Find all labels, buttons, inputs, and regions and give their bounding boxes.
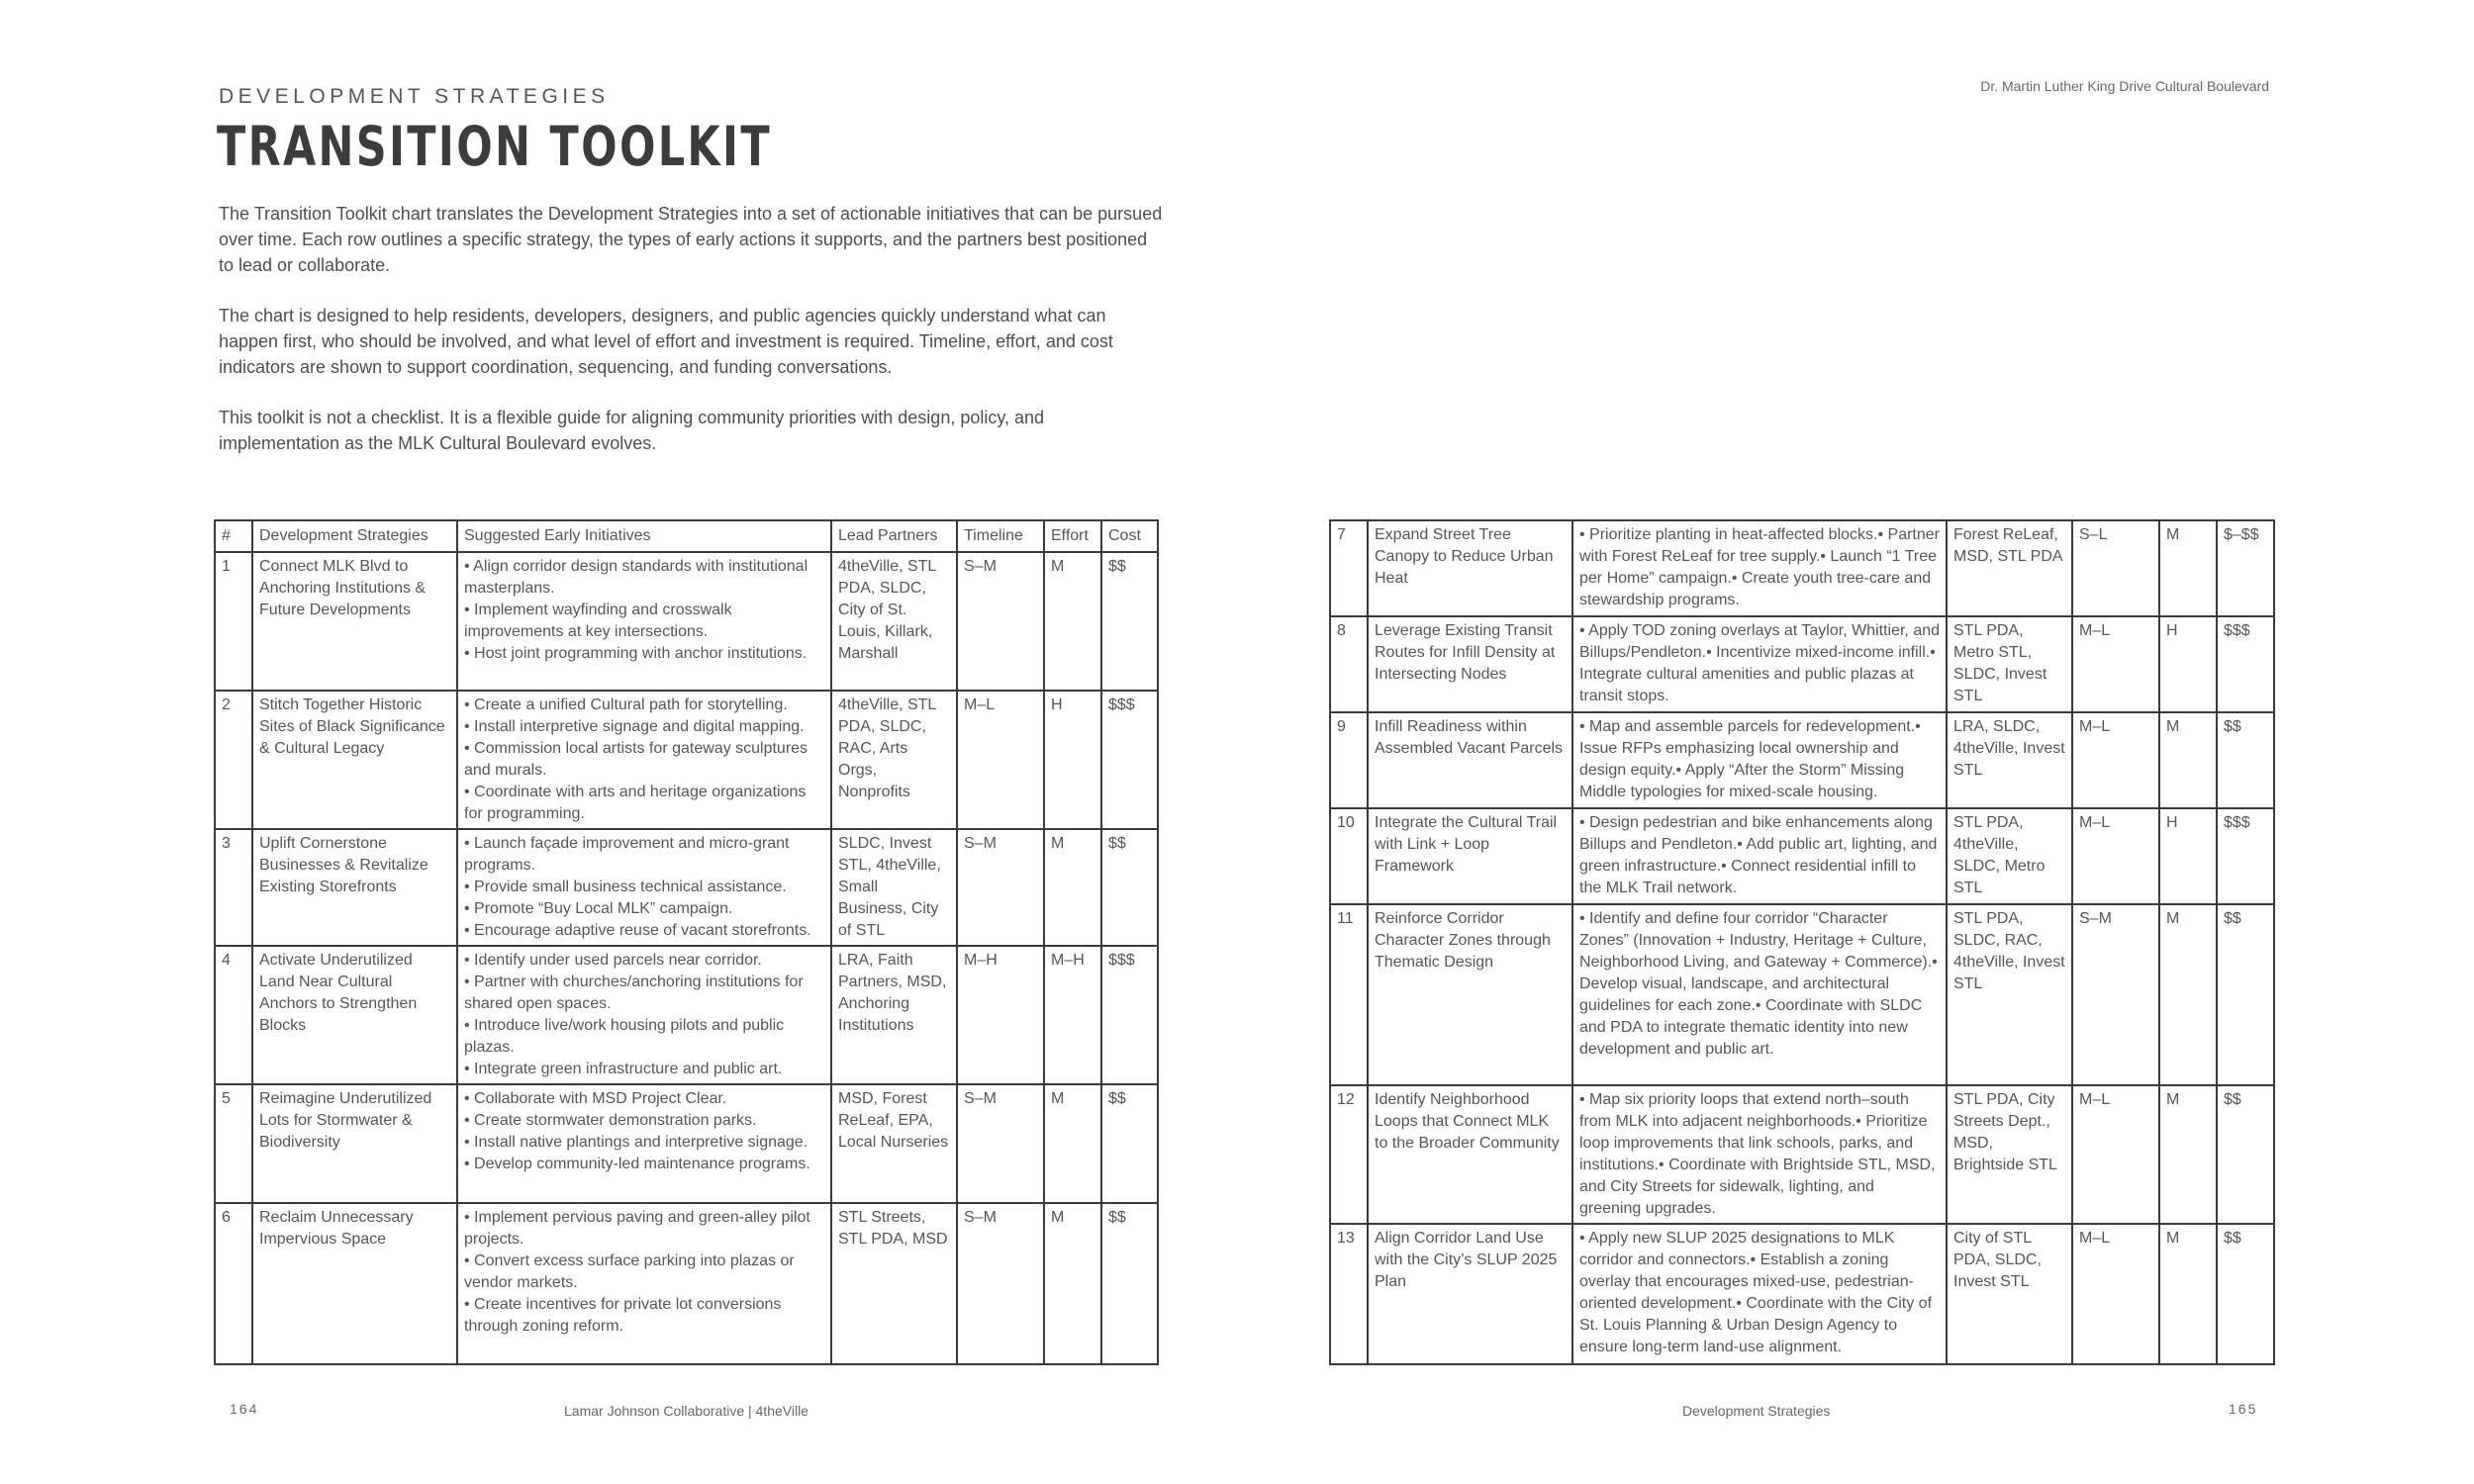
initiatives-cell	[457, 1203, 831, 1364]
timeline-cell: S–M	[957, 1084, 1044, 1203]
partners-cell: LRA, Faith Partners, MSD, Anchoring Institutions	[831, 946, 957, 1084]
initiative-item: • Align corridor design standards with institutional masterplans.	[464, 558, 809, 597]
table-row	[1330, 520, 2274, 616]
initiative-item: • Launch façade improvement and micro-grant programs.	[464, 835, 790, 874]
initiative-item: • Integrate green infrastructure and public art.	[464, 1061, 783, 1077]
cost-cell: $$	[1101, 1084, 1158, 1203]
initiative-item: • Create stormwater demonstration parks.	[464, 1112, 757, 1129]
initiative-item: • Prioritize planting in heat-affected blocks.• Partner with Forest ReLeaf for tree supply.• Launch “1 Tree per Home” campaign.• Create youth tree-care and stewardship programs.	[1579, 526, 1940, 608]
toolkit-table-left	[214, 519, 1159, 1365]
row-number: 8	[1330, 616, 1368, 712]
initiatives-cell	[1572, 808, 1947, 904]
row-number: 11	[1330, 904, 1368, 1085]
initiatives-cell	[457, 1084, 831, 1203]
initiative-item: • Collaborate with MSD Project Clear.	[464, 1090, 727, 1107]
intro-paragraph: The chart is designed to help residents, developers, designers, and public agencies quickly understand what can happen first, who should be involved, and what level of effort and investment is required. Timeline, effort, and cost indicators are shown to support coordination, sequencing, and funding conversations.	[219, 306, 1113, 377]
row-number: 4	[215, 946, 252, 1084]
initiative-item: • Install native plantings and interpretive signage.	[464, 1134, 809, 1151]
initiatives-cell	[1572, 520, 1947, 616]
initiative-item: • Apply new SLUP 2025 designations to MLK corridor and connectors.• Establish a zoning overlay that encourages mixed-use, pedestrian-oriented development.• Coordinate with the City of St. Louis Planning & Urban Design Agency to ensure long-term land-use alignment.	[1579, 1230, 1933, 1355]
initiatives-cell	[1572, 904, 1947, 1085]
table-row	[215, 552, 1158, 691]
initiative-item: • Promote “Buy Local MLK” campaign.	[464, 900, 733, 917]
table-row	[215, 1203, 1158, 1364]
left-page-number: 164	[230, 1401, 259, 1417]
effort-cell: M–H	[1044, 946, 1101, 1084]
strategy-cell: Identify Neighborhood Loops that Connect MLK to the Broader Community	[1368, 1085, 1572, 1224]
row-number: 2	[215, 691, 252, 829]
effort-cell: M	[2159, 712, 2217, 808]
effort-cell: M	[1044, 829, 1101, 946]
timeline-cell: M–H	[957, 946, 1044, 1084]
strategy-cell: Reinforce Corridor Character Zones through Thematic Design	[1368, 904, 1572, 1085]
initiatives-cell	[1572, 712, 1947, 808]
effort-cell: M	[1044, 1203, 1101, 1364]
row-number: 10	[1330, 808, 1368, 904]
initiative-item: • Identify under used parcels near corridor.	[464, 952, 762, 969]
partners-cell: MSD, Forest ReLeaf, EPA, Local Nurseries	[831, 1084, 957, 1203]
table-row	[1330, 808, 2274, 904]
strategy-cell: Expand Street Tree Canopy to Reduce Urban Heat	[1368, 520, 1572, 616]
partners-cell: City of STL PDA, SLDC, Invest STL	[1947, 1224, 2072, 1364]
effort-cell: M	[2159, 1085, 2217, 1224]
timeline-cell: M–L	[2072, 616, 2159, 712]
right-footer-section: Development Strategies	[1682, 1403, 1831, 1419]
initiative-item: • Coordinate with arts and heritage organizations for programming.	[464, 784, 807, 822]
timeline-cell: M–L	[2072, 808, 2159, 904]
table-row	[1330, 712, 2274, 808]
effort-cell: H	[1044, 691, 1101, 829]
timeline-cell: S–M	[2072, 904, 2159, 1085]
strategy-cell: Leverage Existing Transit Routes for Infill Density at Intersecting Nodes	[1368, 616, 1572, 712]
initiative-item: • Encourage adaptive reuse of vacant storefronts.	[464, 922, 811, 939]
cost-cell: $–$$	[2217, 520, 2274, 616]
initiative-item: • Design pedestrian and bike enhancements along Billups and Pendleton.• Add public art, lighting, and green infrastructure.• Connect residential infill to the MLK Trail network.	[1579, 814, 1938, 896]
table-row	[215, 829, 1158, 946]
initiative-item: • Partner with churches/anchoring institutions for shared open spaces.	[464, 974, 804, 1012]
effort-cell: M	[1044, 552, 1101, 691]
column-header-number: #	[215, 520, 252, 552]
partners-cell: STL PDA, City Streets Dept., MSD, Brightside STL	[1947, 1085, 2072, 1224]
partners-cell: LRA, SLDC, 4theVille, Invest STL	[1947, 712, 2072, 808]
table-row	[215, 1084, 1158, 1203]
initiatives-cell	[457, 552, 831, 691]
cost-cell: $$	[1101, 552, 1158, 691]
initiatives-cell	[457, 829, 831, 946]
table-row	[215, 691, 1158, 829]
cost-cell: $$$	[2217, 616, 2274, 712]
effort-cell: M	[2159, 904, 2217, 1085]
initiative-item: • Implement wayfinding and crosswalk improvements at key intersections.	[464, 602, 732, 640]
timeline-cell: M–L	[2072, 1085, 2159, 1224]
table-row	[1330, 1085, 2274, 1224]
initiative-item: • Apply TOD zoning overlays at Taylor, Whittier, and Billups/Pendleton.• Incentivize mixed-income infill.• Integrate cultural amenities and public plazas at transit stops.	[1579, 622, 1941, 704]
initiative-item: • Provide small business technical assistance.	[464, 879, 787, 895]
initiative-item: • Implement pervious paving and green-alley pilot projects.	[464, 1209, 810, 1248]
initiative-item: • Develop community-led maintenance programs.	[464, 1156, 810, 1172]
table-row	[1330, 904, 2274, 1085]
timeline-cell: S–M	[957, 829, 1044, 946]
initiative-item: • Convert excess surface parking into plazas or vendor markets.	[464, 1252, 795, 1291]
column-header-effort: Effort	[1044, 520, 1101, 552]
initiative-item: • Commission local artists for gateway sculptures and murals.	[464, 740, 809, 779]
intro-paragraph: The Transition Toolkit chart translates the Development Strategies into a set of actionable initiatives that can be pursued over time. Each row outlines a specific strategy, the types of early actions it supports, and the partners best positioned to lead or collaborate.	[219, 204, 1163, 275]
partners-cell: 4theVille, STL PDA, SLDC, RAC, Arts Orgs, Nonprofits	[831, 691, 957, 829]
timeline-cell: M–L	[957, 691, 1044, 829]
column-header-cost: Cost	[1101, 520, 1158, 552]
strategy-cell: Reclaim Unnecessary Impervious Space	[252, 1203, 457, 1364]
table-row	[215, 946, 1158, 1084]
strategy-cell: Activate Underutilized Land Near Cultural Anchors to Strengthen Blocks	[252, 946, 457, 1084]
strategy-cell: Stitch Together Historic Sites of Black Significance & Cultural Legacy	[252, 691, 457, 829]
row-number: 6	[215, 1203, 252, 1364]
table-row	[1330, 616, 2274, 712]
column-header-initiatives: Suggested Early Initiatives	[457, 520, 831, 552]
partners-cell: STL PDA, Metro STL, SLDC, Invest STL	[1947, 616, 2072, 712]
row-number: 1	[215, 552, 252, 691]
partners-cell: STL Streets, STL PDA, MSD	[831, 1203, 957, 1364]
row-number: 3	[215, 829, 252, 946]
cost-cell: $$	[1101, 829, 1158, 946]
initiatives-cell	[457, 946, 831, 1084]
cost-cell: $$	[2217, 904, 2274, 1085]
partners-cell: SLDC, Invest STL, 4theVille, Small Business, City of STL	[831, 829, 957, 946]
initiative-item: • Map and assemble parcels for redevelopment.• Issue RFPs emphasizing local ownership and design equity.• Apply “After the Storm” Missing Middle typologies for mixed-scale housing.	[1579, 718, 1921, 800]
row-number: 12	[1330, 1085, 1368, 1224]
partners-cell: Forest ReLeaf, MSD, STL PDA	[1947, 520, 2072, 616]
strategy-cell: Integrate the Cultural Trail with Link + Loop Framework	[1368, 808, 1572, 904]
cost-cell: $$	[2217, 1224, 2274, 1364]
section-kicker: DEVELOPMENT STRATEGIES	[219, 85, 610, 108]
page-title: TRANSITION TOOLKIT	[217, 115, 772, 178]
timeline-cell: S–M	[957, 552, 1044, 691]
timeline-cell: S–L	[2072, 520, 2159, 616]
column-header-timeline: Timeline	[957, 520, 1044, 552]
initiative-item: • Identify and define four corridor “Character Zones” (Innovation + Industry, Heritage + Culture, Neighborhood Living, and Gateway + Commerce).• Develop visual, landscape, and architectural guidelines for each zone.• Coordinate with SLDC and PDA to integrate thematic identity into new development and public art.	[1579, 910, 1938, 1058]
strategy-cell: Uplift Cornerstone Businesses & Revitalize Existing Storefronts	[252, 829, 457, 946]
row-number: 7	[1330, 520, 1368, 616]
cost-cell: $$$	[1101, 946, 1158, 1084]
initiatives-cell	[1572, 616, 1947, 712]
initiative-item: • Host joint programming with anchor institutions.	[464, 645, 808, 662]
cost-cell: $$	[2217, 1085, 2274, 1224]
partners-cell: STL PDA, 4theVille, SLDC, Metro STL	[1947, 808, 2072, 904]
initiatives-cell	[1572, 1224, 1947, 1364]
timeline-cell: M–L	[2072, 712, 2159, 808]
effort-cell: H	[2159, 808, 2217, 904]
initiative-item: • Create incentives for private lot conversions through zoning reform.	[464, 1296, 782, 1335]
strategy-cell: Connect MLK Blvd to Anchoring Institutions & Future Developments	[252, 552, 457, 691]
intro-paragraph: This toolkit is not a checklist. It is a flexible guide for aligning community priorities with design, policy, and implementation as the MLK Cultural Boulevard evolves.	[219, 408, 1045, 453]
timeline-cell: S–M	[957, 1203, 1044, 1364]
strategy-cell: Align Corridor Land Use with the City’s SLUP 2025 Plan	[1368, 1224, 1572, 1364]
initiatives-cell	[457, 691, 831, 829]
initiative-item: • Introduce live/work housing pilots and public plazas.	[464, 1017, 785, 1056]
row-number: 9	[1330, 712, 1368, 808]
initiative-item: • Install interpretive signage and digital mapping.	[464, 718, 805, 735]
partners-cell: STL PDA, SLDC, RAC, 4theVille, Invest STL	[1947, 904, 2072, 1085]
initiative-item: • Create a unified Cultural path for storytelling.	[464, 696, 788, 713]
right-page-number: 165	[2229, 1401, 2258, 1417]
cost-cell: $$$	[2217, 808, 2274, 904]
row-number: 13	[1330, 1224, 1368, 1364]
document-title: Dr. Martin Luther King Drive Cultural Boulevard	[1980, 78, 2269, 94]
initiatives-cell	[1572, 1085, 1947, 1224]
effort-cell: M	[1044, 1084, 1101, 1203]
cost-cell: $$	[1101, 1203, 1158, 1364]
column-header-partners: Lead Partners	[831, 520, 957, 552]
effort-cell: M	[2159, 520, 2217, 616]
effort-cell: H	[2159, 616, 2217, 712]
left-footer-credit: Lamar Johnson Collaborative | 4theVille	[564, 1403, 809, 1419]
cost-cell: $$$	[1101, 691, 1158, 829]
strategy-cell: Reimagine Underutilized Lots for Stormwater & Biodiversity	[252, 1084, 457, 1203]
table-row	[1330, 1224, 2274, 1364]
strategy-cell: Infill Readiness within Assembled Vacant Parcels	[1368, 712, 1572, 808]
timeline-cell: M–L	[2072, 1224, 2159, 1364]
cost-cell: $$	[2217, 712, 2274, 808]
intro-text	[219, 201, 1164, 481]
column-header-strategy: Development Strategies	[252, 520, 457, 552]
toolkit-table-right	[1329, 519, 2275, 1365]
row-number: 5	[215, 1084, 252, 1203]
effort-cell: M	[2159, 1224, 2217, 1364]
partners-cell: 4theVille, STL PDA, SLDC, City of St. Louis, Killark, Marshall	[831, 552, 957, 691]
initiative-item: • Map six priority loops that extend north–south from MLK into adjacent neighborhoods.• Prioritize loop improvements that link schools, parks, and institutions.• Coordinate with Brightside STL, MSD, and City Streets for sidewalk, lighting, and greening upgrades.	[1579, 1091, 1936, 1217]
